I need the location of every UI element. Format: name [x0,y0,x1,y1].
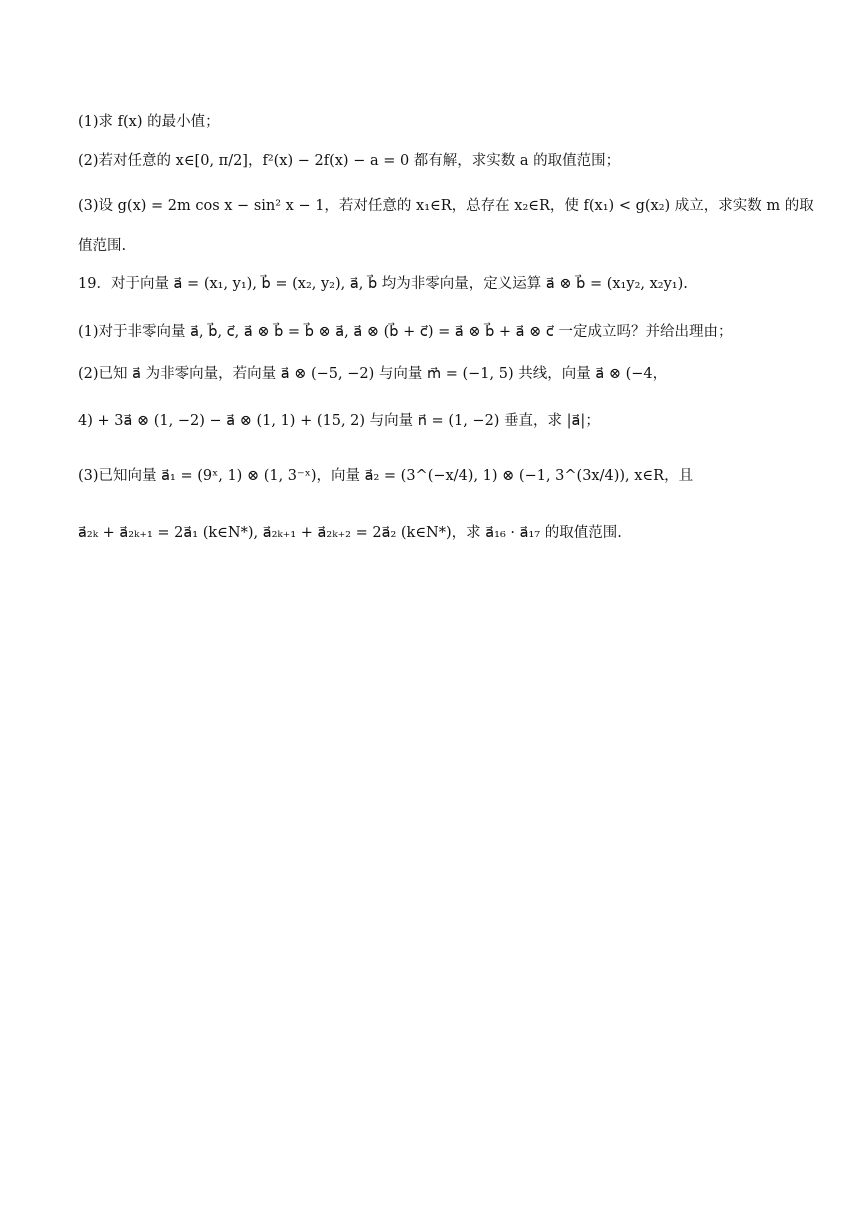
question-19-part-2: (2)已知 a⃗ 为非零向量，若向量 a⃗ ⊗ (−5, −2) 与向量 m⃗ = (−1, 5) 共线，向量 a⃗ ⊗ (−4， [78,366,668,382]
question-19-part-1: (1)对于非零向量 a⃗, b⃗, c⃗, a⃗ ⊗ b⃗ = b⃗ ⊗ a⃗, a⃗ ⊗ (b⃗ + c⃗) = a⃗ ⊗ b⃗ + a⃗ ⊗ c⃗ 一定成立吗？并给出理由； [78,324,733,340]
question-18-part-1: (1)求 f(x) 的最小值； [78,114,220,130]
question-19-part-3-continued: a⃗₂ₖ + a⃗₂ₖ₊₁ = 2a⃗₁ (k∈N*), a⃗₂ₖ₊₁ + a⃗₂ₖ₊₂ = 2a⃗₂ (k∈N*)，求 a⃗₁₆ · a⃗₁₇ 的取值范围. [78,525,622,541]
question-19-part-2-continued: 4) + 3a⃗ ⊗ (1, −2) − a⃗ ⊗ (1, 1) + (15, 2) 与向量 n⃗ = (1, −2) 垂直，求 |a⃗|； [78,413,600,429]
question-19-stem: 19．对于向量 a⃗ = (x₁, y₁), b⃗ = (x₂, y₂), a⃗, b⃗ 均为非零向量，定义运算 a⃗ ⊗ b⃗ = (x₁y₂, x₂y₁). [78,276,688,292]
question-18-part-3: (3)设 g(x) = 2m cos x − sin² x − 1，若对任意的 x₁∈R，总存在 x₂∈R，使 f(x₁) < g(x₂) 成立，求实数 m 的取 [78,198,814,214]
question-19-part-3: (3)已知向量 a⃗₁ = (9ˣ, 1) ⊗ (1, 3⁻ˣ)，向量 a⃗₂ = (3^(−x/4), 1) ⊗ (−1, 3^(3x/4)), x∈R，且 [78,468,694,484]
question-18-part-3-continued: 值范围. [78,238,127,254]
question-18-part-2: (2)若对任意的 x∈[0, π/2]，f²(x) − 2f(x) − a = 0 都有解，求实数 a 的取值范围； [78,153,621,169]
